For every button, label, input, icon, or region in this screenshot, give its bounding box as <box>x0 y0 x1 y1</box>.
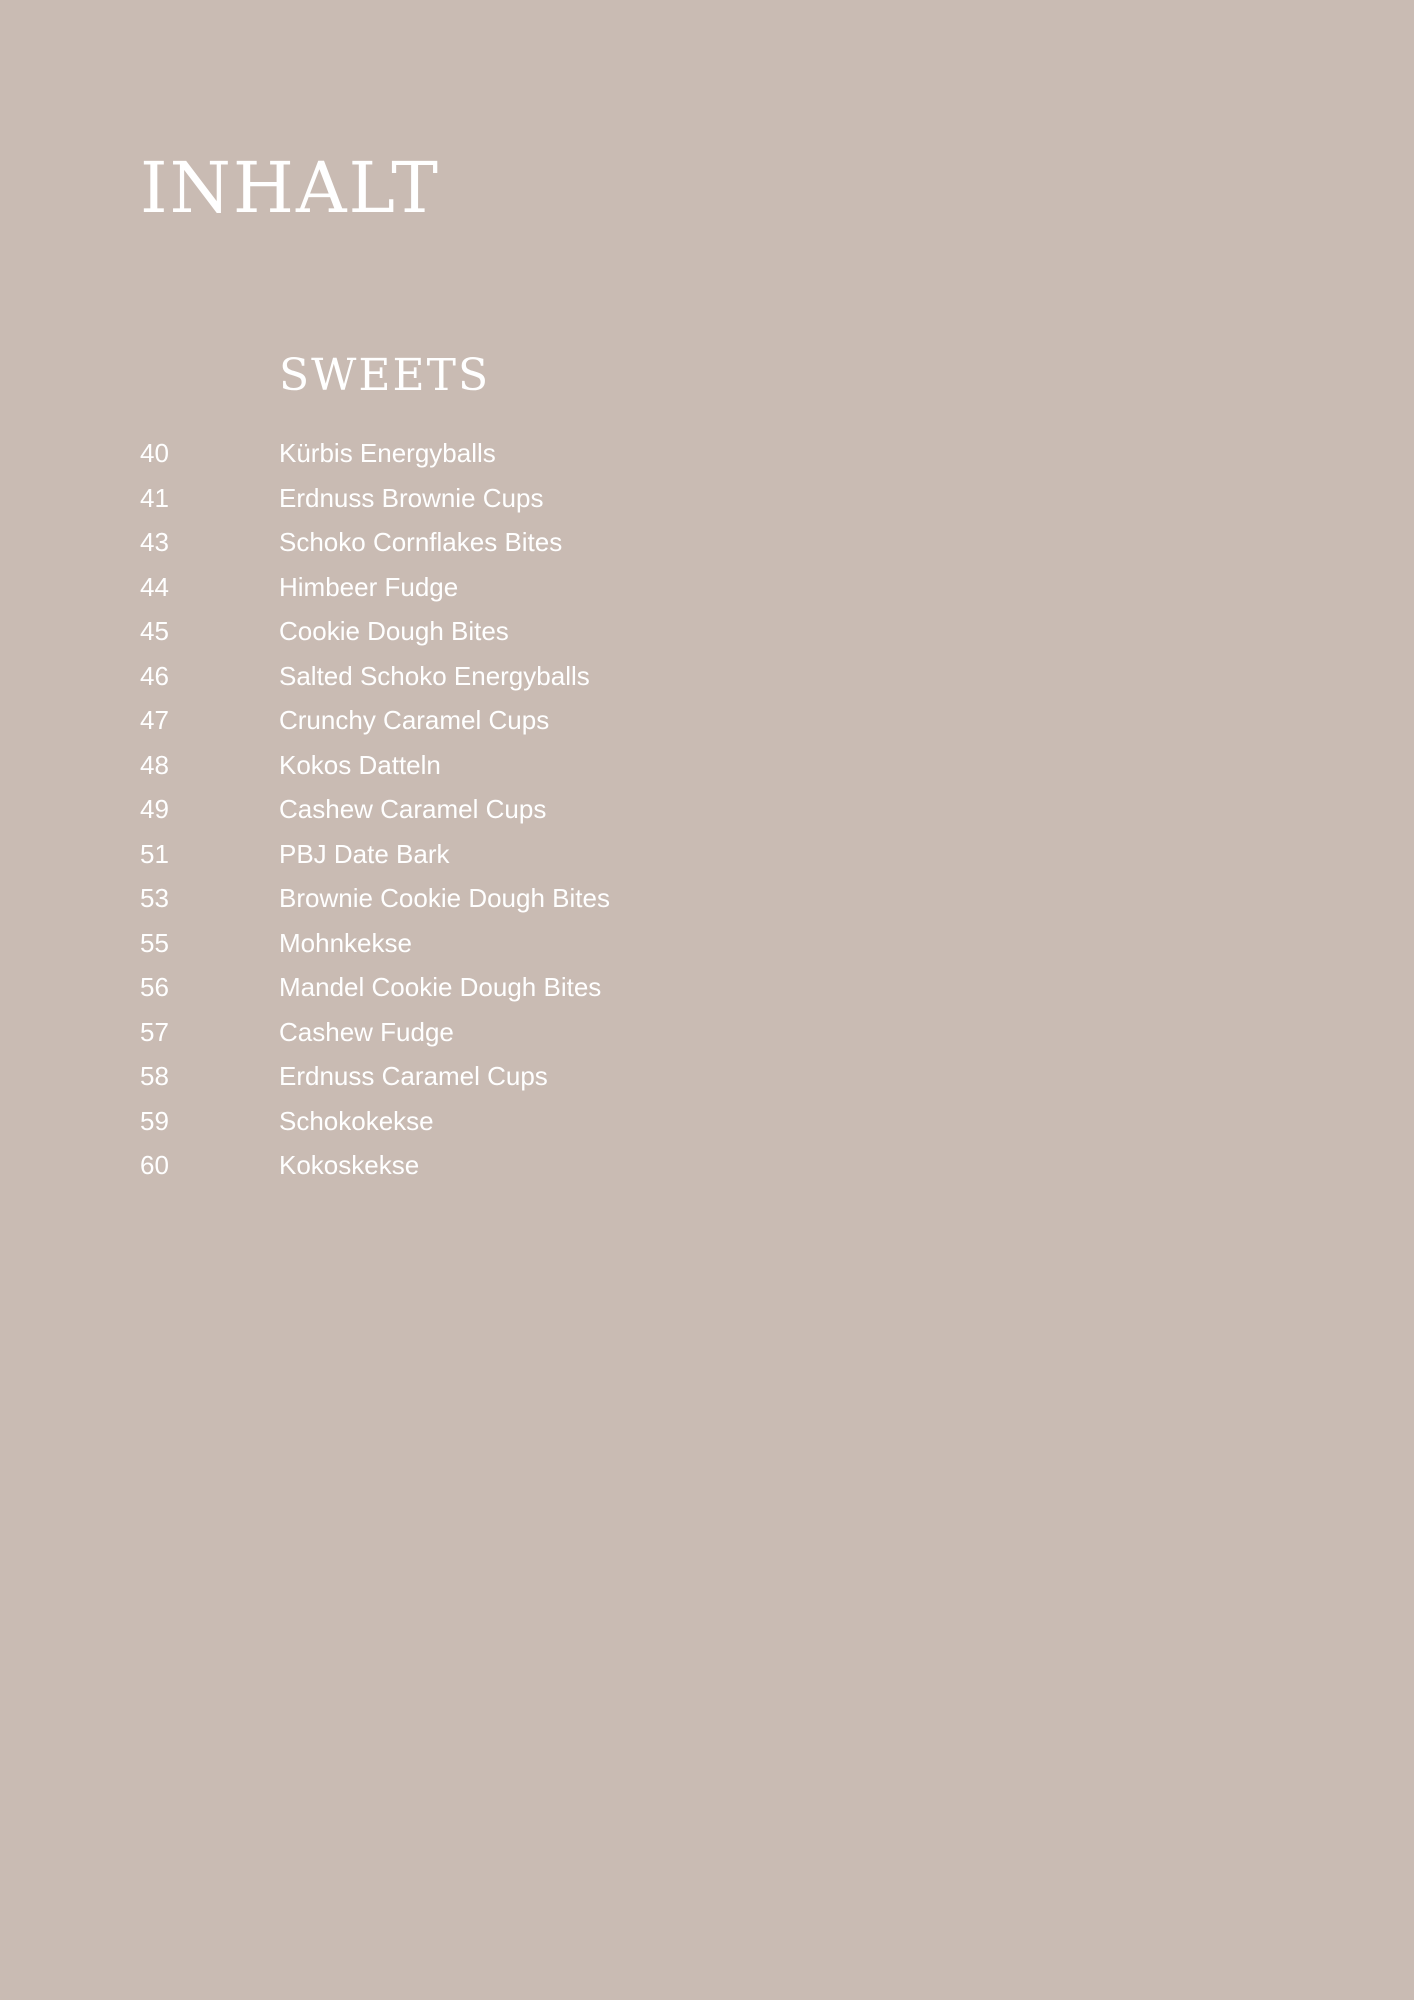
toc-recipe-name: Erdnuss Brownie Cups <box>279 482 544 513</box>
toc-page-number: 46 <box>140 660 169 691</box>
toc-page-number: 47 <box>140 705 169 735</box>
toc-page-number: 60 <box>140 1150 169 1180</box>
toc-page-number: 45 <box>140 616 169 646</box>
toc-recipe-name: Himbeer Fudge <box>279 571 459 602</box>
page-title: INHALT <box>140 147 440 229</box>
toc-recipe-name: Cashew Caramel Cups <box>279 794 547 824</box>
toc-page-number: 58 <box>140 1061 169 1091</box>
section-title-sweets: SWEETS <box>279 350 491 401</box>
toc-page-number: 51 <box>140 838 169 869</box>
toc-recipe-name: Kokoskekse <box>279 1150 420 1180</box>
toc-page-number: 43 <box>140 527 169 557</box>
toc-page-number: 57 <box>140 1016 169 1047</box>
toc-recipe-name: Crunchy Caramel Cups <box>279 705 550 735</box>
toc-recipe-name: PBJ Date Bark <box>279 838 450 869</box>
toc-page-number: 59 <box>140 1105 169 1136</box>
toc-page-number: 55 <box>140 927 169 958</box>
toc-page-number: 48 <box>140 749 169 780</box>
toc-page-number: 53 <box>140 883 169 913</box>
toc-recipe-name: Mohnkekse <box>279 927 412 958</box>
toc-page-number: 41 <box>140 482 169 513</box>
toc-page-number: 49 <box>140 794 169 824</box>
toc-recipe-name: Cookie Dough Bites <box>279 616 509 646</box>
toc-recipe-name: Kürbis Energyballs <box>279 438 496 468</box>
toc-recipe-name: Schoko Cornflakes Bites <box>279 527 563 557</box>
toc-recipe-name: Schokokekse <box>279 1105 434 1136</box>
toc-recipe-name: Salted Schoko Energyballs <box>279 660 590 691</box>
toc-page-number: 44 <box>140 571 169 602</box>
toc-recipe-name: Mandel Cookie Dough Bites <box>279 972 602 1002</box>
toc-page-number: 40 <box>140 438 169 468</box>
toc-page-number: 56 <box>140 972 169 1002</box>
toc-recipe-name: Brownie Cookie Dough Bites <box>279 883 610 913</box>
toc-recipe-name: Kokos Datteln <box>279 749 441 780</box>
toc-recipe-name: Erdnuss Caramel Cups <box>279 1061 548 1091</box>
toc-recipe-name: Cashew Fudge <box>279 1016 454 1047</box>
